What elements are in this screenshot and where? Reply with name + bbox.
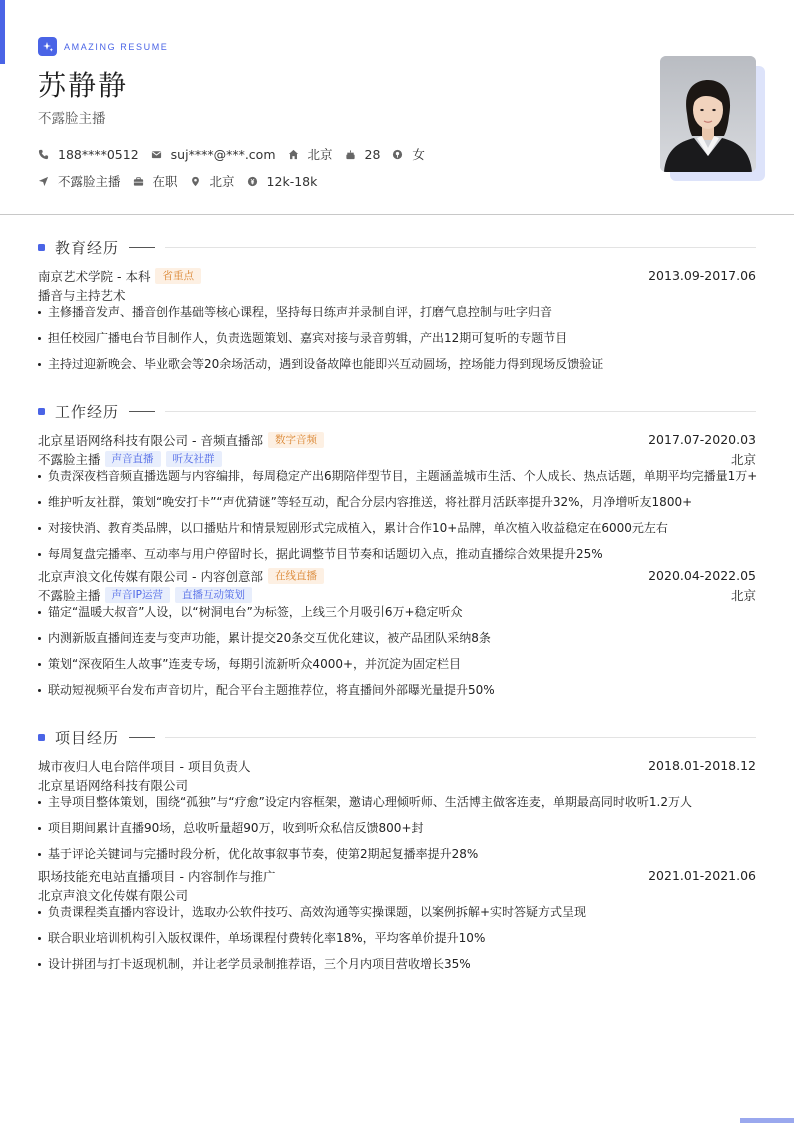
entry-header — [38, 266, 756, 285]
education-section — [38, 236, 756, 382]
target-role-value: 不露脸主播 — [58, 174, 121, 189]
role-name: 不露脸主播 — [38, 451, 101, 467]
section-marker — [38, 408, 45, 415]
entry-date: 2021.01-2021.06 — [648, 868, 756, 883]
phone-value: 188****0512 — [58, 146, 139, 162]
brand-text: AMAZING RESUME — [64, 41, 169, 52]
bullet-item: 对接快消、教育类品牌，以口播贴片和情景短剧形式完成植入，累计合作10+品牌，单次植入收益稳定在6000元左右 — [38, 520, 756, 546]
work-section — [38, 400, 756, 708]
cake-icon — [345, 149, 356, 160]
section-title: 教育经历 — [55, 238, 120, 257]
project-name: 职场技能充电站直播项目 - 内容制作与推广 — [38, 868, 276, 884]
work-entry — [38, 566, 756, 708]
bullet-list — [38, 468, 756, 564]
bullet-item: 负责课程类直播内容设计，选取办公软件技巧、高效沟通等实操课题，以案例拆解+实时答疑方式呈现 — [38, 904, 756, 930]
entry-header — [38, 430, 756, 449]
bullet-item: 策划“深夜陌生人故事”连麦专场，每期引流新听众4000+，并沉淀为固定栏目 — [38, 656, 756, 682]
city-value: 北京 — [307, 147, 333, 162]
send-icon — [38, 176, 49, 187]
bullet-item: 每周复盘完播率、互动率与用户停留时长，据此调整节目节奏和话题切入点，推动直播综合效果提升25% — [38, 546, 756, 564]
gender-item — [392, 145, 425, 163]
entry-date: 2013.09-2017.06 — [648, 268, 756, 283]
gender-value: 女 — [412, 147, 425, 162]
entry-location: 北京 — [730, 587, 756, 603]
entry-date: 2018.01-2018.12 — [648, 758, 756, 773]
section-title: 工作经历 — [55, 402, 120, 421]
entry-subheader — [38, 285, 756, 304]
sparkle-icon — [38, 37, 57, 56]
entry-header — [38, 566, 756, 585]
bullet-item: 锚定“温暖大叔音”人设，以“树洞电台”为标签，上线三个月吸引6万+稳定听众 — [38, 604, 756, 630]
profile-photo — [660, 56, 756, 172]
entry-subheader — [38, 585, 756, 604]
location-pin-icon — [190, 176, 201, 187]
section-dash — [129, 411, 155, 412]
city-item — [288, 145, 333, 163]
salary-item — [247, 174, 318, 189]
brand — [38, 37, 168, 56]
contact-row — [38, 145, 437, 163]
gender-icon — [392, 149, 403, 160]
entry-subheader — [38, 775, 756, 794]
briefcase-icon — [133, 176, 144, 187]
home-icon — [288, 149, 299, 160]
bullet-item: 基于评论关键词与完播时段分析，优化故事叙事节奏，使第2期起复播率提升28% — [38, 846, 756, 864]
section-dash — [129, 737, 155, 738]
skill-tag: 听友社群 — [166, 451, 222, 467]
projects-section — [38, 726, 756, 982]
status-item — [133, 172, 178, 190]
entry-location: 北京 — [730, 451, 756, 467]
bullet-item: 主持过迎新晚会、毕业歌会等20余场活动，遇到设备故障也能即兴互动圆场，控场能力得到现场反馈验证 — [38, 356, 756, 382]
company-name: 北京星语网络科技有限公司 - 音频直播部 — [38, 432, 263, 448]
bullet-item: 项目期间累计直播90场，总收听量超90万，收到听众私信反馈800+封 — [38, 820, 756, 846]
age-item — [345, 147, 381, 162]
job-title: 不露脸主播 — [38, 111, 106, 127]
target-city-item — [190, 172, 235, 190]
project-org: 北京声浪文化传媒有限公司 — [38, 887, 189, 903]
bullet-list — [38, 604, 756, 708]
bullet-list — [38, 304, 756, 382]
entry-subheader — [38, 449, 756, 468]
bullet-item: 联动短视频平台发布声音切片，配合平台主题推荐位，将直播间外部曝光量提升50% — [38, 682, 756, 708]
target-city-value: 北京 — [209, 174, 235, 189]
section-rule — [165, 411, 756, 412]
bullet-item: 内测新版直播间连麦与变声功能，累计提交20条交互优化建议，被产品团队采纳8条 — [38, 630, 756, 656]
section-rule — [165, 737, 756, 738]
section-heading — [38, 400, 756, 422]
school-name: 南京艺术学院 - 本科 — [38, 268, 151, 284]
bullet-list — [38, 904, 756, 982]
company-name: 北京声浪文化传媒有限公司 - 内容创意部 — [38, 568, 263, 584]
email-item — [151, 147, 276, 162]
section-dash — [129, 247, 155, 248]
entry-header — [38, 756, 756, 775]
section-marker — [38, 734, 45, 741]
age-value: 28 — [364, 146, 381, 162]
skill-tag: 直播互动策划 — [175, 587, 252, 603]
school-tag: 省重点 — [155, 268, 201, 284]
status-value: 在职 — [152, 174, 178, 189]
bullet-item: 联合职业培训机构引入版权课件，单场课程付费转化率18%，平均客单价提升10% — [38, 930, 756, 956]
bullet-item: 维护听友社群，策划“晚安打卡”“声优猜谜”等轻互动，配合分层内容推送，将社群月活跃率提升32%，月净增听友1800+ — [38, 494, 756, 520]
education-entry — [38, 266, 756, 382]
phone-item — [38, 147, 139, 162]
candidate-name: 苏静静 — [38, 69, 129, 102]
entry-subheader — [38, 885, 756, 904]
resume-content — [38, 236, 756, 1000]
bullet-item: 担任校园广播电台节目制作人，负责选题策划、嘉宾对接与录音剪辑，产出12期可复听的专题节目 — [38, 330, 756, 356]
bullet-item: 负责深夜档音频直播选题与内容编排，每周稳定产出6期陪伴型节目，主题涵盖城市生活、个人成长、热点话题，单期平均完播量1万+ — [38, 468, 756, 494]
bullet-item: 主修播音发声、播音创作基础等核心课程，坚持每日练声并录制自评，打磨气息控制与吐字归音 — [38, 304, 756, 330]
project-entry — [38, 866, 756, 982]
header-divider — [0, 214, 794, 215]
bullet-item: 设计拼团与打卡返现机制，并让老学员录制推荐语，三个月内项目营收增长35% — [38, 956, 756, 982]
project-org: 北京星语网络科技有限公司 — [38, 777, 189, 793]
phone-icon — [38, 149, 49, 160]
bullet-item: 主导项目整体策划，围绕“孤独”与“疗愈”设定内容框架，邀请心理倾听师、生活博主做客连麦，单期最高同时收听1.2万人 — [38, 794, 756, 820]
industry-tag: 数字音频 — [268, 432, 324, 448]
money-icon — [247, 176, 258, 187]
role-name: 不露脸主播 — [38, 587, 101, 603]
job-intent-row — [38, 172, 329, 190]
mail-icon — [151, 149, 162, 160]
salary-value: 12k-18k — [266, 173, 318, 189]
major-name: 播音与主持艺术 — [38, 287, 126, 303]
project-entry — [38, 756, 756, 864]
entry-header — [38, 866, 756, 885]
section-marker — [38, 244, 45, 251]
skill-tag: 声音直播 — [105, 451, 161, 467]
industry-tag: 在线直播 — [268, 568, 324, 584]
section-title: 项目经历 — [55, 728, 120, 747]
section-heading — [38, 236, 756, 258]
project-name: 城市夜归人电台陪伴项目 - 项目负责人 — [38, 758, 251, 774]
bullet-list — [38, 794, 756, 864]
target-role-item — [38, 172, 121, 190]
section-rule — [165, 247, 756, 248]
skill-tag: 声音IP运营 — [105, 587, 170, 603]
entry-date: 2017.07-2020.03 — [648, 432, 756, 447]
email-value: suj****@***.com — [170, 146, 276, 162]
work-entry — [38, 430, 756, 564]
accent-bar-bottom — [740, 1118, 794, 1123]
section-heading — [38, 726, 756, 748]
entry-date: 2020.04-2022.05 — [648, 568, 756, 583]
accent-bar-left — [0, 0, 5, 64]
